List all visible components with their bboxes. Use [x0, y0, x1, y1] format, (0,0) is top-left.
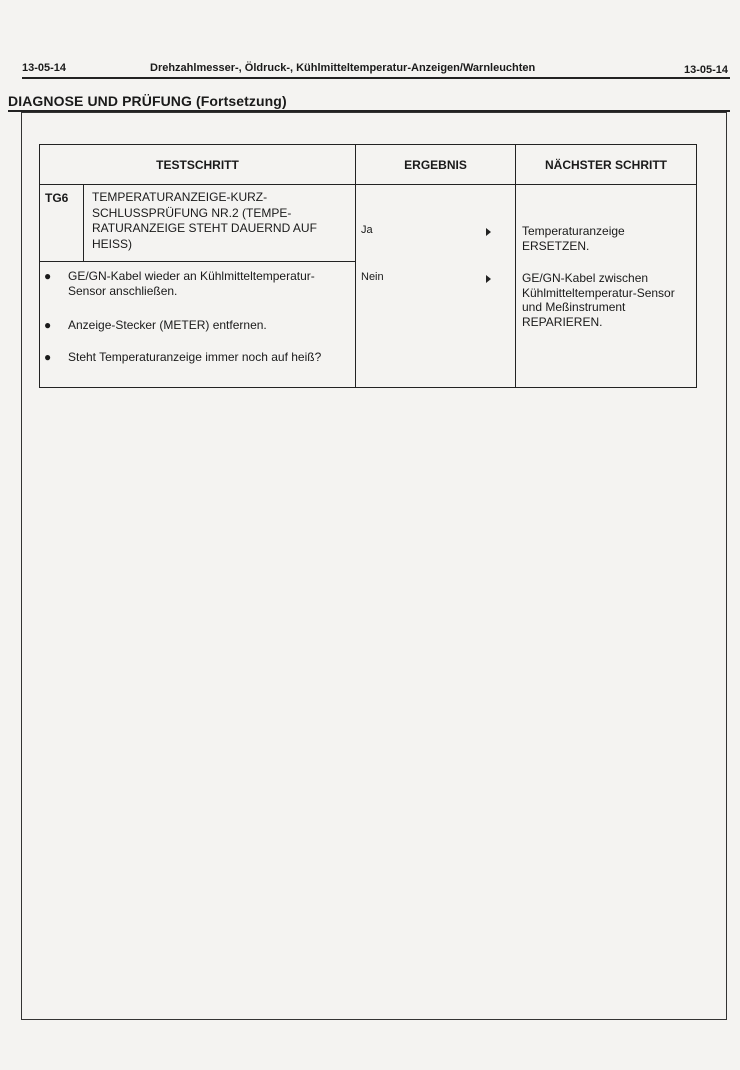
result-yes: Ja — [361, 224, 373, 236]
header-title: Drehzahlmesser-, Öldruck-, Kühlmitteltemperatur-Anzeigen/Warnleuchten — [150, 62, 536, 74]
test-step-title: TEMPERATURANZEIGE-KURZ-SCHLUSSPRÜFUNG NR.2 (TEMPE-RATURANZEIGE STEHT DAUERND AUF HEISS) — [92, 190, 317, 251]
bullet-icon: ● — [44, 350, 52, 364]
header-rule — [22, 77, 730, 79]
page-header — [22, 60, 728, 78]
page-number-right: 13-05-14 — [683, 64, 728, 76]
section-heading: DIAGNOSE UND PRÜFUNG (Fortsetzung) — [8, 93, 287, 109]
bullet-icon: ● — [44, 269, 52, 283]
column-header-result: ERGEBNIS — [404, 158, 467, 172]
bullet-text: Anzeige-Stecker (METER) entfernen. — [68, 318, 267, 332]
bullet-text: Steht Temperaturanzeige immer noch auf heiß? — [68, 350, 322, 364]
next-step-yes: Temperaturanzeige ERSETZEN. — [522, 224, 625, 253]
page-number-left: 13-05-14 — [22, 62, 67, 74]
column-header-test-step: TESTSCHRITT — [156, 158, 239, 172]
test-step-box — [40, 185, 355, 262]
diagnosis-table — [39, 144, 697, 388]
arrow-right-icon — [486, 228, 491, 236]
arrow-right-icon — [486, 275, 491, 283]
bullet-icon: ● — [44, 318, 52, 332]
column-header-next-step: NÄCHSTER SCHRITT — [545, 158, 667, 172]
test-step-id: TG6 — [45, 191, 69, 205]
column-divider — [515, 145, 516, 387]
bullet-text: GE/GN-Kabel wieder an Kühlmitteltemperatur-Sensor anschließen. — [68, 269, 315, 298]
column-divider — [355, 145, 356, 387]
result-no: Nein — [361, 271, 384, 283]
next-step-no: GE/GN-Kabel zwischen Kühlmitteltemperatur-Sensor und Meßinstrument REPARIEREN. — [522, 271, 675, 329]
